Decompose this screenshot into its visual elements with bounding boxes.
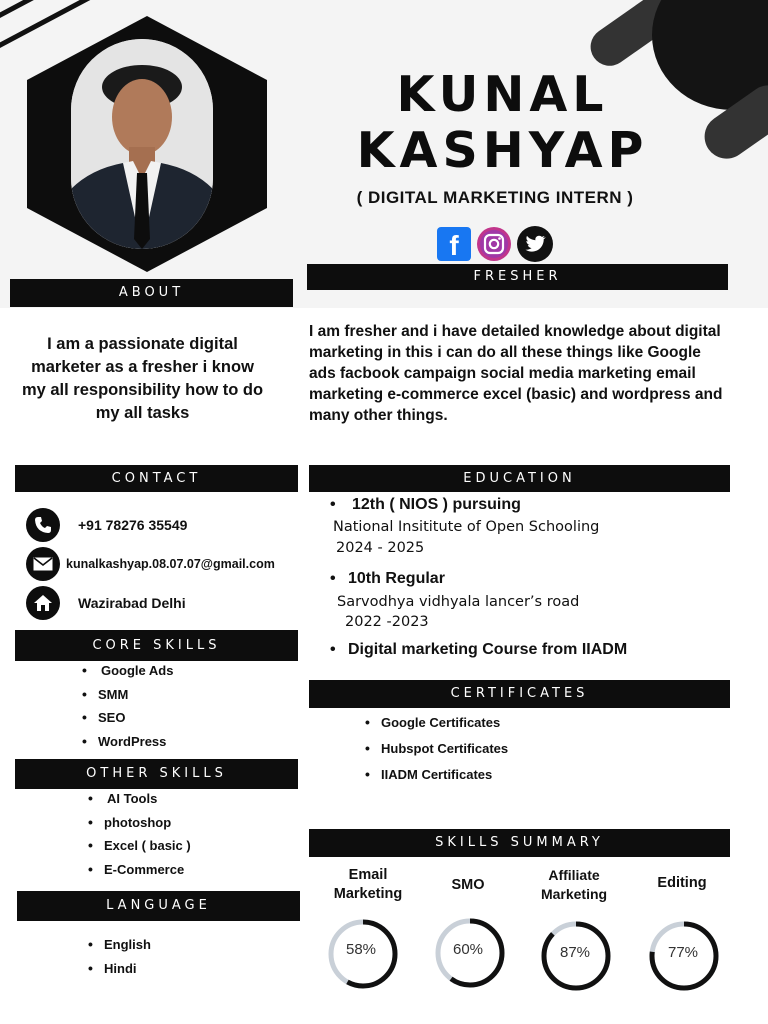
education-item-2-institute: Sarvodhya vidhyala lancer’s road — [337, 594, 580, 610]
list-item: • Google Certificates — [363, 715, 508, 741]
skill-label-editing: Editing — [657, 875, 707, 891]
list-item: • English — [86, 937, 151, 961]
list-item: • Hindi — [86, 961, 151, 985]
instagram-icon[interactable] — [476, 226, 512, 262]
email-icon — [26, 547, 60, 581]
skill-label-affiliate-marketing: Affiliate Marketing — [540, 867, 608, 902]
core-skills-list — [80, 663, 173, 757]
section-contact-header: CONTACT — [15, 465, 298, 492]
job-role: ( DIGITAL MARKETING INTERN ) — [356, 188, 634, 207]
other-skills-list — [86, 791, 191, 885]
skill-percent-editing: 77% — [667, 944, 699, 961]
section-skills-summary-header: SKILLS SUMMARY — [309, 829, 730, 857]
list-item: • SEO — [80, 710, 173, 734]
phone-icon — [26, 508, 60, 542]
address-text: Wazirabad Delhi — [78, 595, 186, 611]
language-list — [86, 937, 151, 984]
section-certificates-header: CERTIFICATES — [309, 680, 730, 708]
list-item: • WordPress — [80, 734, 173, 758]
name-last: KASHYAP — [356, 122, 649, 179]
twitter-icon[interactable] — [516, 225, 554, 263]
email-address: kunalkashyap.08.07.07@gmail.com — [66, 557, 275, 571]
list-item: • E-Commerce — [86, 862, 191, 886]
section-language-header: LANGUAGE — [17, 891, 300, 921]
skill-percent-email-marketing: 58% — [345, 941, 377, 958]
contact-phone[interactable] — [26, 508, 187, 542]
certificates-list — [363, 715, 508, 793]
about-text: I am a passionate digital marketer as a fresher i know my all responsibility how to do my all tasks — [21, 335, 264, 422]
list-item: • Hubspot Certificates — [363, 741, 508, 767]
phone-number: +91 78276 35549 — [78, 517, 188, 533]
profile-photo — [71, 39, 213, 249]
list-item: • AI Tools — [86, 791, 191, 815]
section-other-skills-header: OTHER SKILLS — [15, 759, 298, 789]
skill-percent-affiliate-marketing: 87% — [559, 944, 591, 961]
skill-label-smo: SMO — [451, 877, 485, 893]
education-item-2-years: 2022 -2023 — [345, 614, 429, 630]
skill-percent-smo: 60% — [452, 941, 484, 958]
list-item: • SMM — [80, 687, 173, 711]
facebook-icon[interactable] — [436, 226, 472, 262]
education-item-1-years: 2024 - 2025 — [336, 540, 425, 556]
education-item-3-title: • Digital marketing Course from IIADM — [330, 641, 628, 658]
section-about-header: ABOUT — [10, 279, 293, 307]
skill-label-email-marketing: Email Marketing — [333, 867, 403, 902]
education-item-1-title: • 12th ( NIOS ) pursuing — [330, 496, 521, 513]
fresher-text: I am fresher and i have detailed knowledge about digital marketing in this i can do all these things like Google ads facbook campaign social media marketing email marketing e-commerce excel (basic) and wordpress and many other things. — [309, 323, 723, 424]
list-item: • Excel ( basic ) — [86, 838, 191, 862]
contact-email[interactable] — [26, 547, 275, 581]
education-item-1-institute: National Insititute of Open Schooling — [333, 519, 600, 535]
section-education-header: EDUCATION — [309, 465, 730, 492]
list-item: • Google Ads — [80, 663, 173, 687]
svg-text:f: f — [449, 230, 459, 261]
home-icon — [26, 586, 60, 620]
section-fresher-header: FRESHER — [307, 264, 728, 290]
education-item-2-title: • 10th Regular — [330, 570, 445, 587]
name-first: KUNAL — [396, 66, 609, 123]
contact-address — [26, 586, 186, 620]
list-item: • photoshop — [86, 815, 191, 839]
list-item: • IIADM Certificates — [363, 767, 508, 793]
section-core-skills-header: CORE SKILLS — [15, 630, 298, 661]
